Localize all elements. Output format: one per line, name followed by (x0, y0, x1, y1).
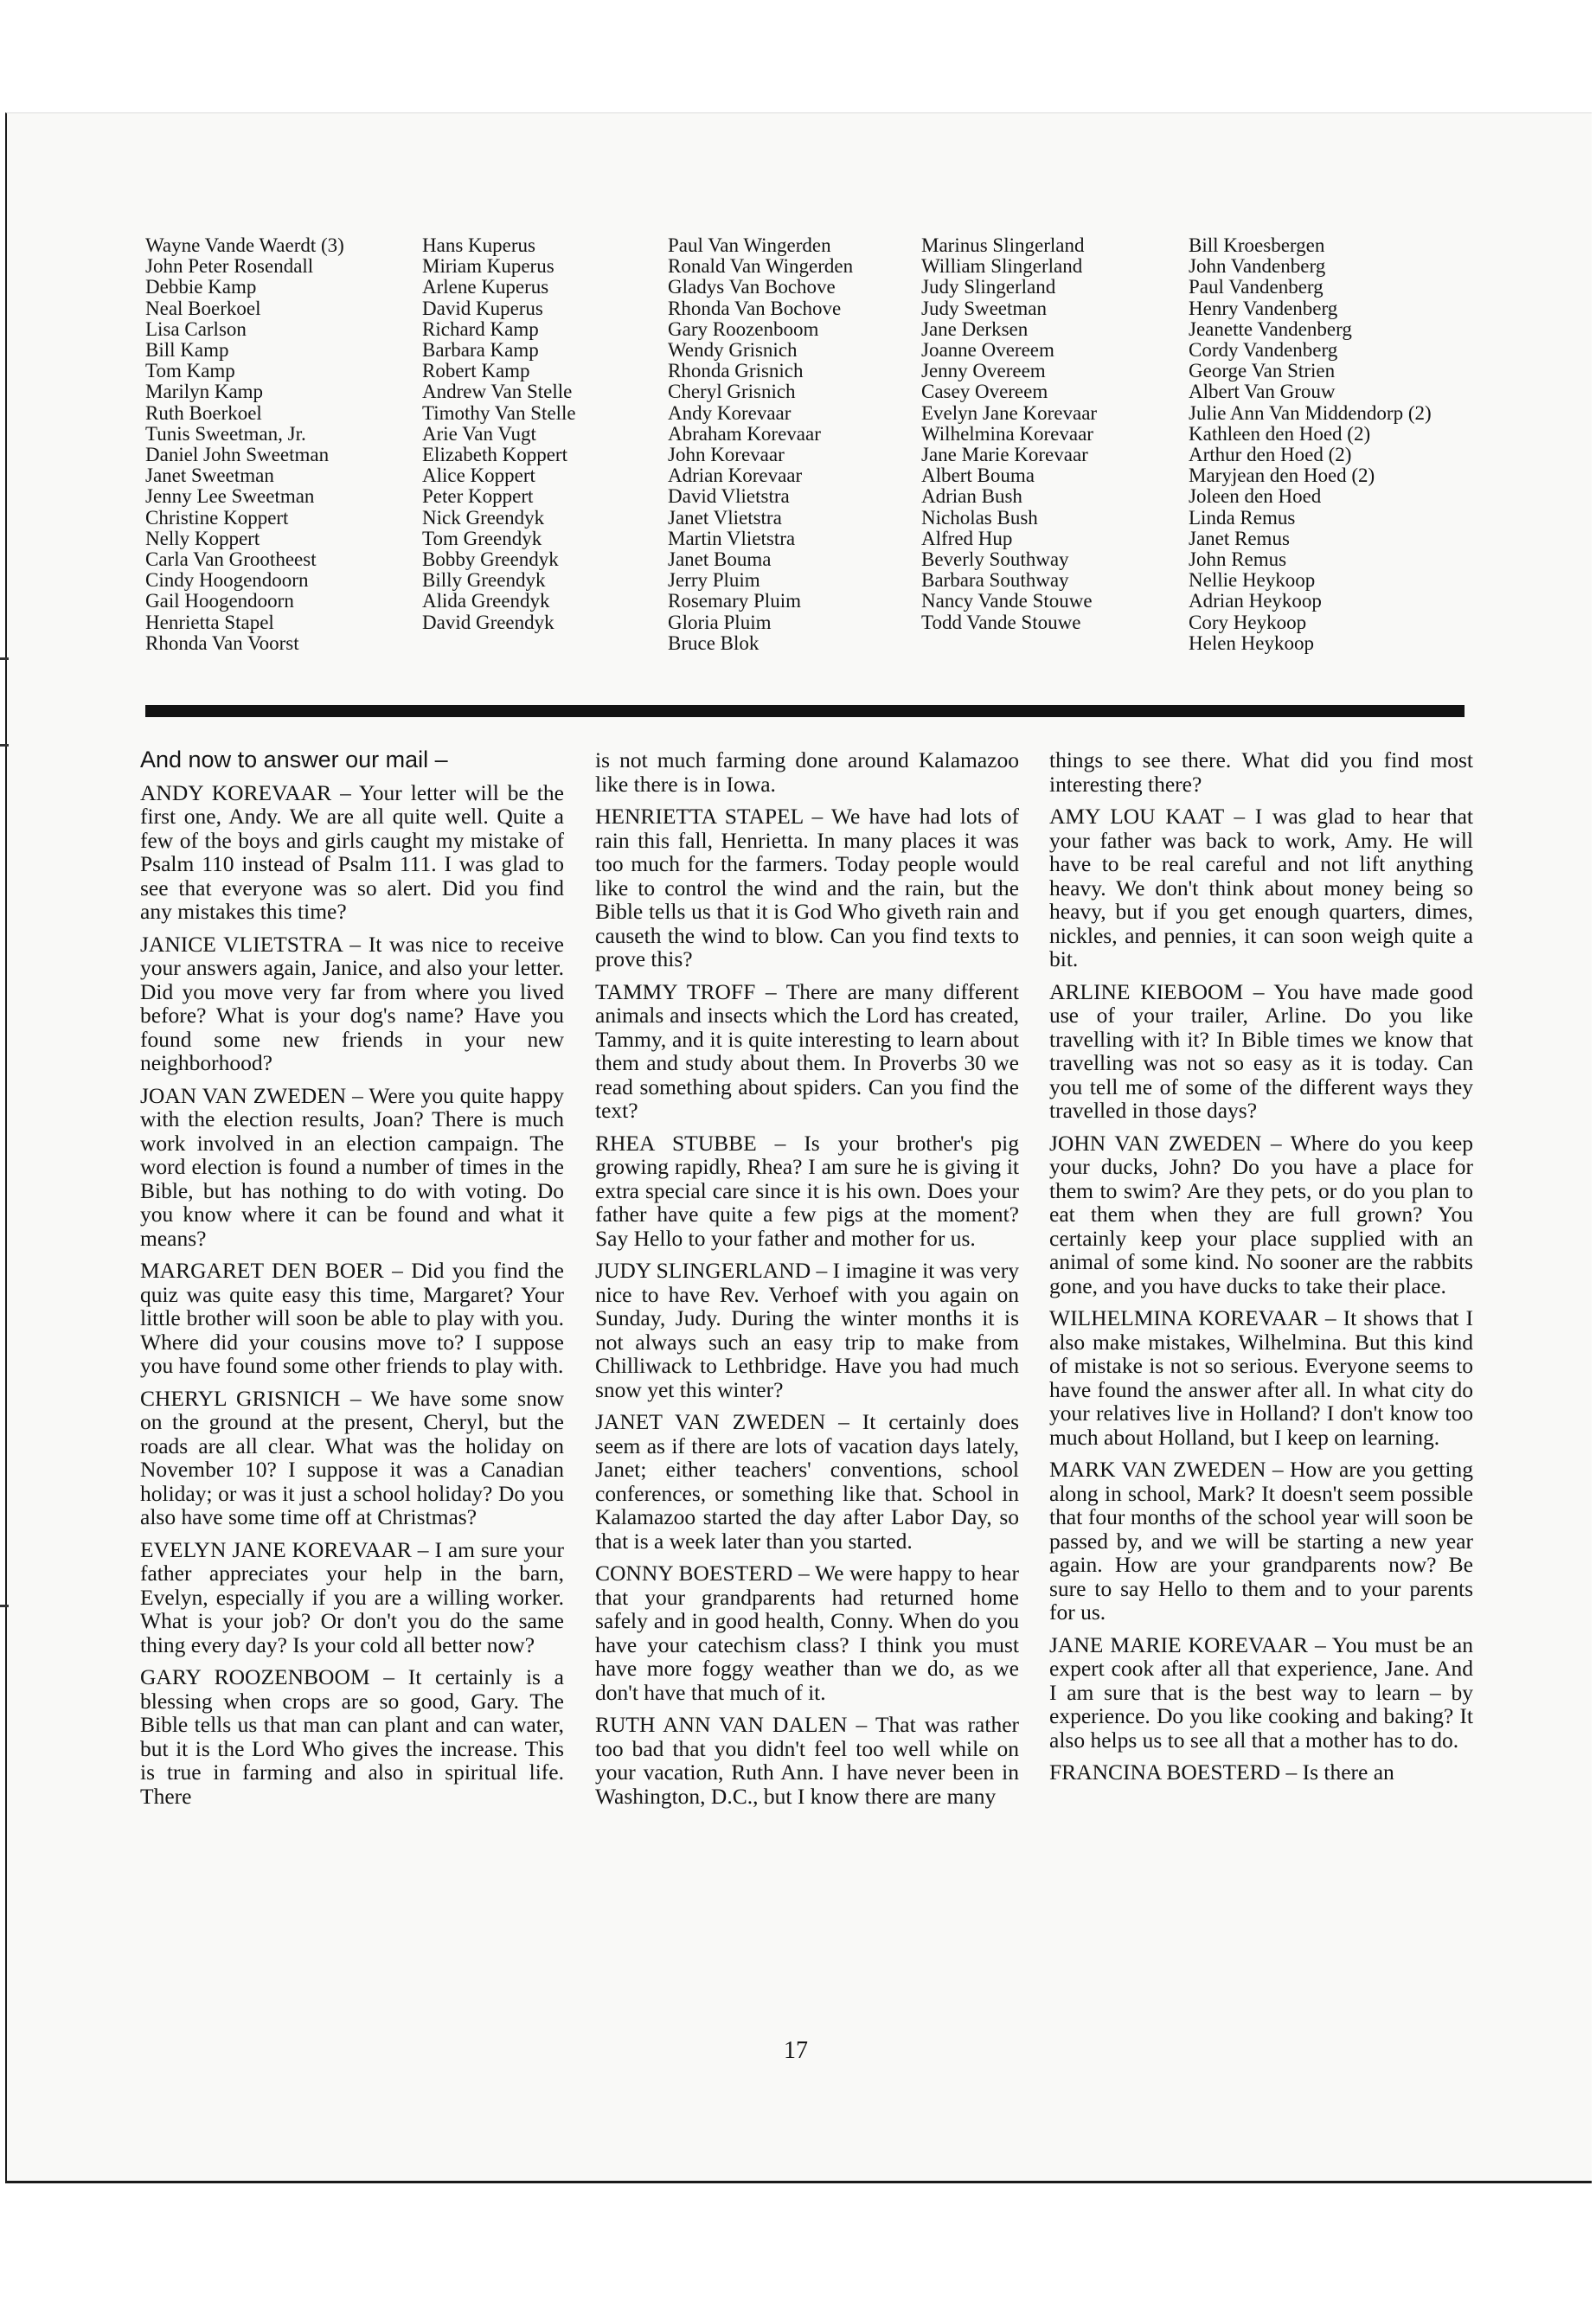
name-entry: Ruth Boerkoel (145, 401, 262, 424)
name-entry: Cheryl Grisnich (668, 381, 796, 403)
letter-reply: HENRIETTA STAPEL – We have had lots of rain this fall, Henrietta. In many places it was too much for the farmers. Today people would like to control the wind and the rain, but the Bible tells us that it is God Who giveth rain and causeth the wind to blow. Can you find texts to prove this? (595, 804, 1019, 971)
name-entry: John Peter Rosendall (145, 255, 314, 278)
letter-reply: MARK VAN ZWEDEN – How are you getting along in school, Mark? It doesn't seem possible that four months of the school year will soon be passed by, and we will be starting a new year again. How are your grandparents now? Be sure to say Hello to them and to your parents for us. (1049, 1457, 1473, 1625)
letter-reply: ANDY KOREVAAR – Your letter will be the first one, Andy. We are all quite well. Quite a few of the boys and girls caught my mistake of Psalm 110 instead of Psalm 111. I was glad to see that everyone was so alert. Did you find any mistakes this time? (140, 779, 564, 924)
name-entry: Carla Van Grootheest (145, 548, 317, 571)
letter-reply: JOAN VAN ZWEDEN – Were you quite happy with the election results, Joan? There is much work involved in an election campaign. The word election is found a number of times in the Bible, but has nothing to do with voting. Do you know where it can be found and what it means? (140, 1082, 564, 1251)
name-entry: Paul Van Wingerden (668, 234, 831, 256)
name-entry: Cordy Vandenberg (1189, 339, 1338, 362)
mail-column-2 (595, 748, 1019, 1817)
mail-column-3 (1049, 748, 1473, 1793)
margin-mark (0, 1605, 9, 1607)
name-entry: Cory Heykoop (1189, 611, 1307, 633)
letter-reply: CHERYL GRISNICH – We have some snow on the ground at the present, Cheryl, but the roads are all clear. What was the holiday on November 10? I suppose it was a Canadian holiday; or was it just a school holiday? Do you also have some time off at Christmas? (140, 1385, 564, 1529)
name-entry: Ronald Van Wingerden (668, 255, 854, 278)
name-entry: Peter Koppert (422, 485, 534, 508)
name-entry: Marilyn Kamp (145, 381, 264, 403)
name-entry: Abraham Korevaar (668, 422, 821, 445)
letter-reply: RHEA STUBBE – Is your brother's pig growing rapidly, Rhea? I am sure he is giving it extra special care since it is his own. Does your father have quite a few pigs at the moment? Say Hello to your father and mother for us. (595, 1130, 1019, 1251)
name-entry: David Vlietstra (668, 485, 790, 508)
letter-reply: things to see there. What did you find most interesting there? (1049, 747, 1473, 797)
name-entry: Billy Greendyk (422, 569, 546, 592)
name-entry: Nicholas Bush (921, 506, 1038, 529)
name-entry: Richard Kamp (422, 317, 539, 340)
margin-mark (0, 744, 9, 747)
name-entry: Casey Overeem (921, 381, 1048, 403)
names-column-5 (1189, 235, 1432, 654)
name-entry: Gary Roozenboom (668, 317, 819, 340)
name-entry: Jeanette Vandenberg (1189, 317, 1352, 340)
name-entry: Bill Kroesbergen (1189, 234, 1325, 256)
name-entry: Henry Vandenberg (1189, 297, 1338, 319)
margin-mark (0, 657, 9, 660)
name-entry: Wilhelmina Korevaar (921, 422, 1093, 445)
letter-reply: FRANCINA BOESTERD – Is there an (1049, 1759, 1394, 1785)
name-entry: Rosemary Pluim (668, 590, 801, 612)
name-entry: Robert Kamp (422, 360, 530, 382)
name-entry: Tunis Sweetman, Jr. (145, 422, 306, 445)
letter-reply: AMY LOU KAAT – I was glad to hear that your father was back to work, Amy. He will have to be real careful and not lift anything heavy. We don't think about money being so heavy, but if you get enough quarters, dimes, nickles, and pennies, it can soon weigh quite a bit. (1049, 804, 1473, 971)
name-entry: Henrietta Stapel (145, 611, 274, 633)
letter-reply: CONNY BOESTERD – We were happy to hear that your grandparents had returned home safely and in good health, Conny. When do you have your catechism class? I think you must have more foggy weather than we do, as we don't have that much of it. (595, 1561, 1019, 1705)
letter-reply: TAMMY TROFF – There are many different animals and insects which the Lord has created, Tammy, and it is quite interesting to learn about them and study about them. In Proverbs 30 we read something about spiders. Can you find the text? (595, 978, 1019, 1123)
name-entry: Jerry Pluim (668, 569, 760, 592)
name-entry: Evelyn Jane Korevaar (921, 401, 1098, 424)
name-entry: Alice Koppert (422, 465, 535, 487)
names-column-1 (145, 235, 344, 654)
name-entry: Wayne Vande Waerdt (3) (145, 234, 344, 256)
name-entry: Adrian Heykoop (1189, 590, 1322, 612)
name-entry: Jane Derksen (921, 317, 1029, 340)
name-entry: Nick Greendyk (422, 506, 545, 529)
letter-reply: JANET VAN ZWEDEN – It certainly does seem as if there are lots of vacation days lately, Janet; either teachers' conventions, school conferences, or something like that. School in Kalamazoo started the day after Labor Day, so that is a week later than you started. (595, 1409, 1019, 1554)
name-entry: Cindy Hoogendoorn (145, 569, 309, 592)
name-entry: John Korevaar (668, 444, 785, 466)
name-entry: Martin Vlietstra (668, 527, 796, 549)
name-entry: Alfred Hup (921, 527, 1013, 549)
name-entry: Janet Remus (1189, 527, 1290, 549)
name-entry: Andrew Van Stelle (422, 381, 573, 403)
name-entry: Arie Van Vugt (422, 422, 536, 445)
name-entry: Miriam Kuperus (422, 255, 554, 278)
name-entry: Rhonda Van Voorst (145, 631, 299, 654)
divider-rule (145, 705, 1465, 717)
name-entry: Barbara Southway (921, 569, 1069, 592)
name-entry: Tom Kamp (145, 360, 235, 382)
letter-reply: JOHN VAN ZWEDEN – Where do you keep your ducks, John? Do you have a place for them to swim? Are they pets, or do you plan to eat them when they are full grown? You certainly keep your place supplied with an animal of some kind. No sooner are the rabbits gone, and you have ducks to take their place. (1049, 1130, 1473, 1298)
name-entry: Gloria Pluim (668, 611, 772, 633)
name-entry: Tom Greendyk (422, 527, 542, 549)
name-entry: George Van Strien (1189, 360, 1336, 382)
letter-reply: GARY ROOZENBOOM – It certainly is a blessing when crops are so good, Gary. The Bible tells us that man can plant and can water, but it is the Lord Who gives the increase. This is true in farming and also in spiritual life. There (140, 1664, 564, 1809)
letter-reply: is not much farming done around Kalamazoo like there is in Iowa. (595, 747, 1019, 797)
name-entry: Judy Slingerland (921, 276, 1056, 298)
name-entry: Rhonda Grisnich (668, 360, 804, 382)
name-entry: Barbara Kamp (422, 339, 539, 362)
name-entry: Rhonda Van Bochove (668, 297, 842, 319)
name-entry: Adrian Korevaar (668, 465, 803, 487)
name-entry: Timothy Van Stelle (422, 401, 576, 424)
name-entry: Alida Greendyk (422, 590, 550, 612)
name-entry: Joleen den Hoed (1189, 485, 1322, 508)
name-entry: Albert Bouma (921, 465, 1035, 487)
name-entry: Elizabeth Koppert (422, 444, 567, 466)
name-entry: Judy Sweetman (921, 297, 1048, 319)
names-column-3 (668, 235, 853, 654)
mail-intro: And now to answer our mail – (140, 747, 448, 772)
name-entry: Gail Hoogendoorn (145, 590, 294, 612)
letter-reply: JUDY SLINGERLAND – I imagine it was very nice to have Rev. Verhoef with you again on Sunday, Judy. During the winter months it is not always such an easy trip to make from Chilliwack to Lethbridge. Have you had much snow yet this winter? (595, 1258, 1019, 1402)
name-entry: Andy Korevaar (668, 401, 792, 424)
name-entry: Albert Van Grouw (1189, 381, 1336, 403)
letter-reply: ARLINE KIEBOOM – You have made good use of your trailer, Arline. Do you like travelling with it? In Bible times we know that travelling was not so easy as it is today. Can you tell me of some of the different ways they travelled in those days? (1049, 978, 1473, 1123)
name-entry: Todd Vande Stouwe (921, 611, 1081, 633)
name-entry: Maryjean den Hoed (2) (1189, 465, 1375, 487)
name-entry: Jenny Overeem (921, 360, 1046, 382)
name-entry: Marinus Slingerland (921, 234, 1085, 256)
letter-reply: JANICE VLIETSTRA – It was nice to receive your answers again, Janice, and also your letter. Did you move very far from where you lived before? What is your dog's name? Have you found some new friends in your new neighborhood? (140, 931, 564, 1075)
name-entry: Neal Boerkoel (145, 297, 261, 319)
name-entry: Jane Marie Korevaar (921, 444, 1088, 466)
names-column-4 (921, 235, 1097, 633)
name-entry: Linda Remus (1189, 506, 1296, 529)
name-entry: Adrian Bush (921, 485, 1022, 508)
name-entry: Arlene Kuperus (422, 276, 549, 298)
name-entry: Joanne Overeem (921, 339, 1054, 362)
letter-reply: JANE MARIE KOREVAAR – You must be an expert cook after all that experience, Jane. And I am sure that is the best way to learn – by experience. Do you like cooking and baking? It also helps us to see all that a mother has to do. (1049, 1631, 1473, 1753)
name-entry: David Greendyk (422, 611, 554, 633)
name-entry: Christine Koppert (145, 506, 289, 529)
name-entry: Paul Vandenberg (1189, 276, 1324, 298)
name-entry: Gladys Van Bochove (668, 276, 836, 298)
name-entry: Lisa Carlson (145, 317, 247, 340)
name-entry: Hans Kuperus (422, 234, 535, 256)
names-column-2 (422, 235, 576, 633)
name-entry: Bobby Greendyk (422, 548, 559, 571)
name-entry: Helen Heykoop (1189, 631, 1314, 654)
name-entry: Kathleen den Hoed (2) (1189, 422, 1371, 445)
name-entry: William Slingerland (921, 255, 1083, 278)
name-entry: Nellie Heykoop (1189, 569, 1316, 592)
name-entry: Janet Vlietstra (668, 506, 782, 529)
name-entry: Janet Sweetman (145, 465, 274, 487)
letter-reply: MARGARET DEN BOER – Did you find the quiz was quite easy this time, Margaret? Your little brother will soon be able to play with you. Where did your cousins move to? I suppose you have found some other friends to play with. (140, 1258, 564, 1378)
name-entry: Wendy Grisnich (668, 339, 798, 362)
name-entry: Bruce Blok (668, 631, 760, 654)
name-entry: Julie Ann Van Middendorp (2) (1189, 401, 1432, 424)
page-number: 17 (784, 2037, 808, 2064)
mail-column-1 (140, 748, 564, 1817)
name-entry: Nelly Koppert (145, 527, 260, 549)
name-entry: David Kuperus (422, 297, 543, 319)
name-entry: Debbie Kamp (145, 276, 257, 298)
name-entry: Beverly Southway (921, 548, 1069, 571)
name-entry: Jenny Lee Sweetman (145, 485, 315, 508)
letter-reply: RUTH ANN VAN DALEN – That was rather too bad that you didn't feel too well while on your vacation, Ruth Ann. I have never been in Washington, D.C., but I know there are many (595, 1712, 1019, 1809)
name-entry: Arthur den Hoed (2) (1189, 444, 1352, 466)
name-entry: Daniel John Sweetman (145, 444, 330, 466)
name-entry: John Vandenberg (1189, 255, 1326, 278)
letter-reply: EVELYN JANE KOREVAAR – I am sure your father appreciates your help in the barn, Evelyn, especially if you are a willing worker. What is your job? Or don't you do the same thing every day? Is your cold all better now? (140, 1536, 564, 1657)
name-entry: John Remus (1189, 548, 1287, 571)
name-entry: Janet Bouma (668, 548, 772, 571)
letter-reply: WILHELMINA KOREVAAR – It shows that I also make mistakes, Wilhelmina. But this kind of mistake is not so serious. Everyone seems to have found the answer after all. In what city do your relatives live in Holland? I don't know too much about Holland, but I keep on learning. (1049, 1305, 1473, 1450)
name-entry: Bill Kamp (145, 339, 229, 362)
name-entry: Nancy Vande Stouwe (921, 590, 1093, 612)
